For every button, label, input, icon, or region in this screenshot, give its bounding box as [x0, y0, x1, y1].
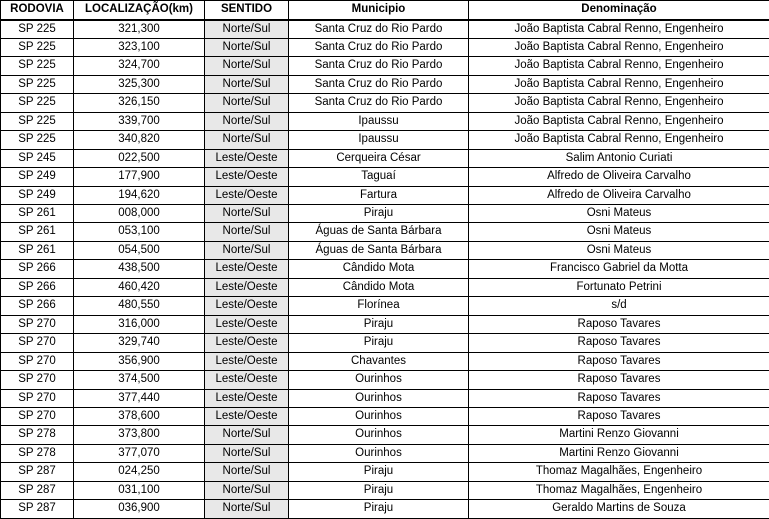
cell-rodovia: SP 278 [1, 444, 74, 462]
cell-municipio: Ourinhos [289, 408, 469, 426]
cell-sentido: Norte/Sul [205, 500, 289, 519]
cell-municipio: Florínea [289, 297, 469, 315]
cell-municipio: Águas de Santa Bárbara [289, 223, 469, 241]
cell-rodovia: SP 266 [1, 260, 74, 278]
cell-municipio: Piraju [289, 205, 469, 223]
cell-sentido: Norte/Sul [205, 444, 289, 462]
table-row [1, 315, 769, 333]
cell-sentido: Norte/Sul [205, 94, 289, 112]
cell-municipio: Santa Cruz do Rio Pardo [289, 75, 469, 93]
cell-denominacao: Francisco Gabriel da Motta [469, 260, 769, 278]
cell-denominacao: Raposo Tavares [469, 371, 769, 389]
cell-sentido: Norte/Sul [205, 241, 289, 259]
cell-municipio: Ipaussu [289, 131, 469, 149]
cell-denominacao: Thomaz Magalhães, Engenheiro [469, 481, 769, 499]
cell-rodovia: SP 270 [1, 389, 74, 407]
cell-rodovia: SP 287 [1, 500, 74, 519]
cell-localizacao: 031,100 [74, 481, 205, 499]
cell-denominacao: João Baptista Cabral Renno, Engenheiro [469, 112, 769, 130]
cell-localizacao: 054,500 [74, 241, 205, 259]
table-body [1, 20, 769, 519]
table-header [1, 1, 769, 21]
cell-denominacao: João Baptista Cabral Renno, Engenheiro [469, 20, 769, 38]
cell-rodovia: SP 270 [1, 334, 74, 352]
table-row [1, 168, 769, 186]
table-row [1, 131, 769, 149]
cell-sentido: Leste/Oeste [205, 186, 289, 204]
cell-rodovia: SP 225 [1, 38, 74, 56]
cell-denominacao: s/d [469, 297, 769, 315]
column-header-sentido: SENTIDO [205, 1, 289, 21]
table-row [1, 205, 769, 223]
cell-municipio: Santa Cruz do Rio Pardo [289, 94, 469, 112]
cell-localizacao: 480,550 [74, 297, 205, 315]
cell-denominacao: Martini Renzo Giovanni [469, 426, 769, 444]
cell-denominacao: João Baptista Cabral Renno, Engenheiro [469, 75, 769, 93]
table-row [1, 112, 769, 130]
cell-localizacao: 321,300 [74, 20, 205, 38]
cell-municipio: Piraju [289, 481, 469, 499]
cell-rodovia: SP 261 [1, 223, 74, 241]
cell-rodovia: SP 266 [1, 278, 74, 296]
column-header-localizacao: LOCALIZAÇÃO(km) [74, 1, 205, 21]
cell-denominacao: Alfredo de Oliveira Carvalho [469, 186, 769, 204]
cell-denominacao: Raposo Tavares [469, 352, 769, 370]
column-header-denominacao: Denominação [469, 1, 769, 21]
table-row [1, 186, 769, 204]
cell-sentido: Norte/Sul [205, 131, 289, 149]
cell-localizacao: 378,600 [74, 408, 205, 426]
cell-municipio: Piraju [289, 315, 469, 333]
cell-rodovia: SP 270 [1, 408, 74, 426]
cell-denominacao: Geraldo Martins de Souza [469, 500, 769, 519]
cell-localizacao: 339,700 [74, 112, 205, 130]
cell-rodovia: SP 225 [1, 20, 74, 38]
table-row [1, 260, 769, 278]
table-row [1, 444, 769, 462]
cell-municipio: Chavantes [289, 352, 469, 370]
table-row [1, 278, 769, 296]
cell-municipio: Ipaussu [289, 112, 469, 130]
cell-sentido: Leste/Oeste [205, 389, 289, 407]
cell-denominacao: Raposo Tavares [469, 315, 769, 333]
cell-municipio: Águas de Santa Bárbara [289, 241, 469, 259]
cell-localizacao: 008,000 [74, 205, 205, 223]
cell-rodovia: SP 225 [1, 94, 74, 112]
cell-sentido: Norte/Sul [205, 112, 289, 130]
table-row [1, 94, 769, 112]
cell-sentido: Leste/Oeste [205, 168, 289, 186]
cell-sentido: Norte/Sul [205, 223, 289, 241]
column-header-municipio: Municipio [289, 1, 469, 21]
cell-denominacao: Fortunato Petrini [469, 278, 769, 296]
cell-denominacao: João Baptista Cabral Renno, Engenheiro [469, 94, 769, 112]
cell-sentido: Leste/Oeste [205, 149, 289, 167]
cell-rodovia: SP 261 [1, 205, 74, 223]
table-row [1, 371, 769, 389]
column-header-rodovia: RODOVIA [1, 1, 74, 21]
cell-sentido: Leste/Oeste [205, 334, 289, 352]
table-row [1, 241, 769, 259]
cell-denominacao: Raposo Tavares [469, 389, 769, 407]
table-row [1, 20, 769, 38]
header-row [1, 1, 769, 21]
cell-sentido: Leste/Oeste [205, 297, 289, 315]
cell-sentido: Norte/Sul [205, 205, 289, 223]
cell-municipio: Piraju [289, 334, 469, 352]
cell-localizacao: 024,250 [74, 463, 205, 481]
cell-localizacao: 177,900 [74, 168, 205, 186]
cell-localizacao: 373,800 [74, 426, 205, 444]
cell-localizacao: 329,740 [74, 334, 205, 352]
cell-localizacao: 194,620 [74, 186, 205, 204]
cell-sentido: Norte/Sul [205, 20, 289, 38]
cell-municipio: Santa Cruz do Rio Pardo [289, 38, 469, 56]
cell-denominacao: Raposo Tavares [469, 334, 769, 352]
cell-municipio: Ourinhos [289, 426, 469, 444]
cell-localizacao: 460,420 [74, 278, 205, 296]
cell-localizacao: 356,900 [74, 352, 205, 370]
cell-localizacao: 053,100 [74, 223, 205, 241]
cell-localizacao: 036,900 [74, 500, 205, 519]
cell-localizacao: 022,500 [74, 149, 205, 167]
cell-localizacao: 377,070 [74, 444, 205, 462]
cell-denominacao: João Baptista Cabral Renno, Engenheiro [469, 131, 769, 149]
cell-denominacao: João Baptista Cabral Renno, Engenheiro [469, 57, 769, 75]
cell-municipio: Cerqueira César [289, 149, 469, 167]
cell-sentido: Leste/Oeste [205, 408, 289, 426]
cell-rodovia: SP 225 [1, 57, 74, 75]
cell-municipio: Piraju [289, 500, 469, 519]
cell-denominacao: Osni Mateus [469, 205, 769, 223]
table-row [1, 500, 769, 519]
cell-sentido: Leste/Oeste [205, 371, 289, 389]
cell-sentido: Leste/Oeste [205, 278, 289, 296]
cell-denominacao: Raposo Tavares [469, 408, 769, 426]
cell-rodovia: SP 245 [1, 149, 74, 167]
table-row [1, 352, 769, 370]
table-row [1, 57, 769, 75]
cell-localizacao: 377,440 [74, 389, 205, 407]
table-row [1, 389, 769, 407]
table-row [1, 149, 769, 167]
cell-rodovia: SP 225 [1, 131, 74, 149]
cell-sentido: Norte/Sul [205, 75, 289, 93]
cell-rodovia: SP 249 [1, 168, 74, 186]
cell-rodovia: SP 249 [1, 186, 74, 204]
cell-municipio: Taguaí [289, 168, 469, 186]
cell-rodovia: SP 225 [1, 112, 74, 130]
table-row [1, 223, 769, 241]
cell-rodovia: SP 270 [1, 371, 74, 389]
cell-denominacao: Alfredo de Oliveira Carvalho [469, 168, 769, 186]
cell-municipio: Ourinhos [289, 389, 469, 407]
cell-localizacao: 340,820 [74, 131, 205, 149]
cell-sentido: Leste/Oeste [205, 315, 289, 333]
cell-denominacao: Osni Mateus [469, 223, 769, 241]
cell-rodovia: SP 270 [1, 352, 74, 370]
cell-rodovia: SP 287 [1, 463, 74, 481]
cell-localizacao: 316,000 [74, 315, 205, 333]
cell-rodovia: SP 261 [1, 241, 74, 259]
cell-rodovia: SP 270 [1, 315, 74, 333]
cell-localizacao: 323,100 [74, 38, 205, 56]
table-row [1, 334, 769, 352]
table-row [1, 481, 769, 499]
cell-sentido: Norte/Sul [205, 426, 289, 444]
cell-denominacao: Salim Antonio Curiati [469, 149, 769, 167]
cell-sentido: Norte/Sul [205, 38, 289, 56]
table-row [1, 297, 769, 315]
cell-sentido: Norte/Sul [205, 481, 289, 499]
cell-municipio: Santa Cruz do Rio Pardo [289, 20, 469, 38]
cell-sentido: Norte/Sul [205, 463, 289, 481]
cell-sentido: Norte/Sul [205, 57, 289, 75]
cell-localizacao: 324,700 [74, 57, 205, 75]
cell-denominacao: Martini Renzo Giovanni [469, 444, 769, 462]
cell-denominacao: Thomaz Magalhães, Engenheiro [469, 463, 769, 481]
cell-localizacao: 438,500 [74, 260, 205, 278]
cell-municipio: Ourinhos [289, 444, 469, 462]
cell-rodovia: SP 278 [1, 426, 74, 444]
cell-localizacao: 325,300 [74, 75, 205, 93]
cell-rodovia: SP 225 [1, 75, 74, 93]
cell-localizacao: 374,500 [74, 371, 205, 389]
table-row [1, 75, 769, 93]
cell-municipio: Cândido Mota [289, 278, 469, 296]
cell-localizacao: 326,150 [74, 94, 205, 112]
cell-rodovia: SP 266 [1, 297, 74, 315]
cell-municipio: Ourinhos [289, 371, 469, 389]
cell-municipio: Piraju [289, 463, 469, 481]
cell-denominacao: João Baptista Cabral Renno, Engenheiro [469, 38, 769, 56]
table-row [1, 38, 769, 56]
cell-municipio: Santa Cruz do Rio Pardo [289, 57, 469, 75]
cell-sentido: Leste/Oeste [205, 260, 289, 278]
table-row [1, 426, 769, 444]
table-row [1, 463, 769, 481]
cell-municipio: Fartura [289, 186, 469, 204]
cell-rodovia: SP 287 [1, 481, 74, 499]
table-row [1, 408, 769, 426]
cell-denominacao: Osni Mateus [469, 241, 769, 259]
cell-sentido: Leste/Oeste [205, 352, 289, 370]
cell-municipio: Cândido Mota [289, 260, 469, 278]
